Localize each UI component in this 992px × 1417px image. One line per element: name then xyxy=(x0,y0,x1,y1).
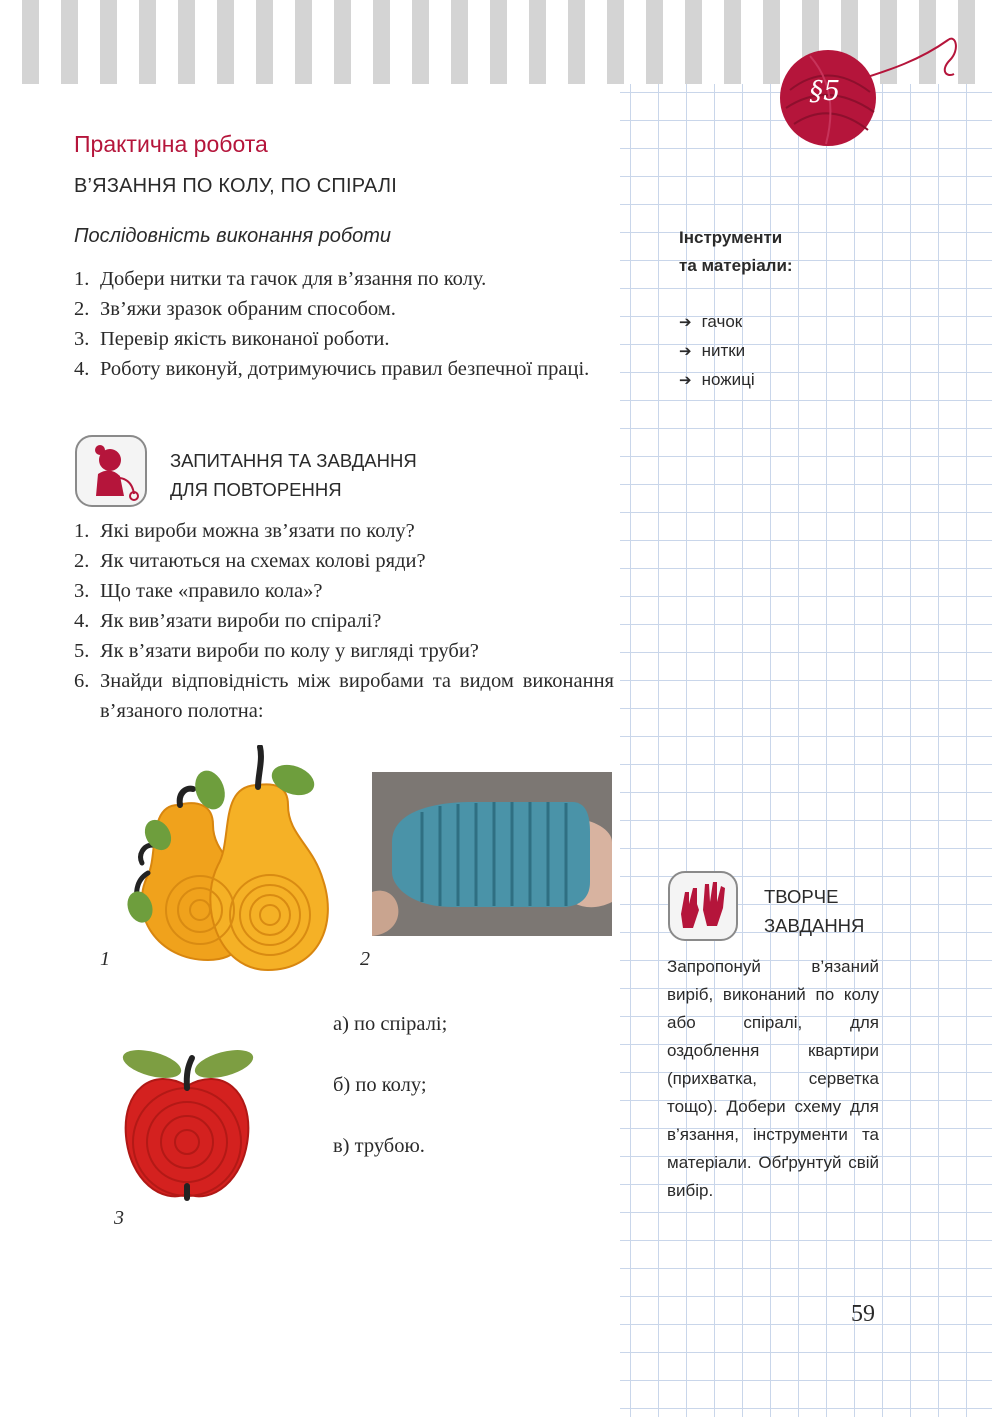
list-item: 4. Як вив’язати вироби по спіралі? xyxy=(74,610,382,632)
list-item: 3. Що таке «правило кола»? xyxy=(74,580,323,602)
list-item: 1. Які вироби можна зв’язати по колу? xyxy=(74,520,415,542)
answer-option: б) по колу; xyxy=(333,1074,427,1096)
practical-subtitle: В’ЯЗАННЯ ПО КОЛУ, ПО СПІРАЛІ xyxy=(74,175,397,197)
page-number: 59 xyxy=(851,1301,875,1327)
questions-heading: ЗАПИТАННЯ ТА ЗАВДАННЯ ДЛЯ ПОВТОРЕННЯ xyxy=(170,450,417,500)
list-item: 2. Як читаються на схемах колові ряди? xyxy=(74,550,426,572)
tools-heading: Інструменти та матеріали: xyxy=(679,228,793,275)
figure-label-2: 2 xyxy=(360,948,370,970)
notebook-grid-column xyxy=(620,84,992,1417)
creative-heading: ТВОРЧЕ ЗАВДАННЯ xyxy=(764,886,865,936)
pear-crochet-image xyxy=(118,745,338,975)
steps-list xyxy=(74,264,614,384)
creative-task-icon xyxy=(667,870,739,942)
questions-icon xyxy=(74,434,148,508)
section-mark: §5 xyxy=(809,76,841,107)
list-item: 5. Як в’язати вироби по колу у вигляді труби? xyxy=(74,640,479,662)
list-item: 1. Добери нитки та гачок для в’язання по колу. xyxy=(74,268,487,290)
sequence-title: Послідовність виконання роботи xyxy=(74,225,392,247)
list-item: 2. Зв’яжи зразок обраним способом. xyxy=(74,298,396,320)
answer-options xyxy=(333,1013,447,1196)
list-item: 3. Перевір якість виконаної роботи. xyxy=(74,328,390,350)
figure-label-3: 3 xyxy=(114,1207,124,1229)
list-item: 4. Роботу виконуй, дотримуючись правил безпечної праці. xyxy=(74,358,590,380)
tools-list xyxy=(679,308,755,395)
list-item: ➔ ножиці xyxy=(679,366,755,395)
answer-option: в) трубою. xyxy=(333,1135,425,1157)
creative-text: Запропонуй в’язаний виріб, виконаний по колу або спіралі, для оздоблення квартири (прихватка, серветка тощо). Добери схему для в’язання, інструменти та матеріали. Обґрунтуй свій вибір. xyxy=(667,957,879,1200)
answer-option: а) по спіралі; xyxy=(333,1013,448,1035)
list-item: ➔ нитки xyxy=(679,337,755,366)
tube-crochet-image xyxy=(372,772,612,936)
figure-label-1: 1 xyxy=(100,948,110,970)
questions-list xyxy=(74,516,614,726)
list-item: ➔ гачок xyxy=(679,308,755,337)
practical-title: Практична робота xyxy=(74,131,268,157)
apple-crochet-image xyxy=(112,1046,262,1204)
list-item: 6. Знайди відповідність між виробами та видом виконання в’язаного полотна: xyxy=(74,670,614,722)
